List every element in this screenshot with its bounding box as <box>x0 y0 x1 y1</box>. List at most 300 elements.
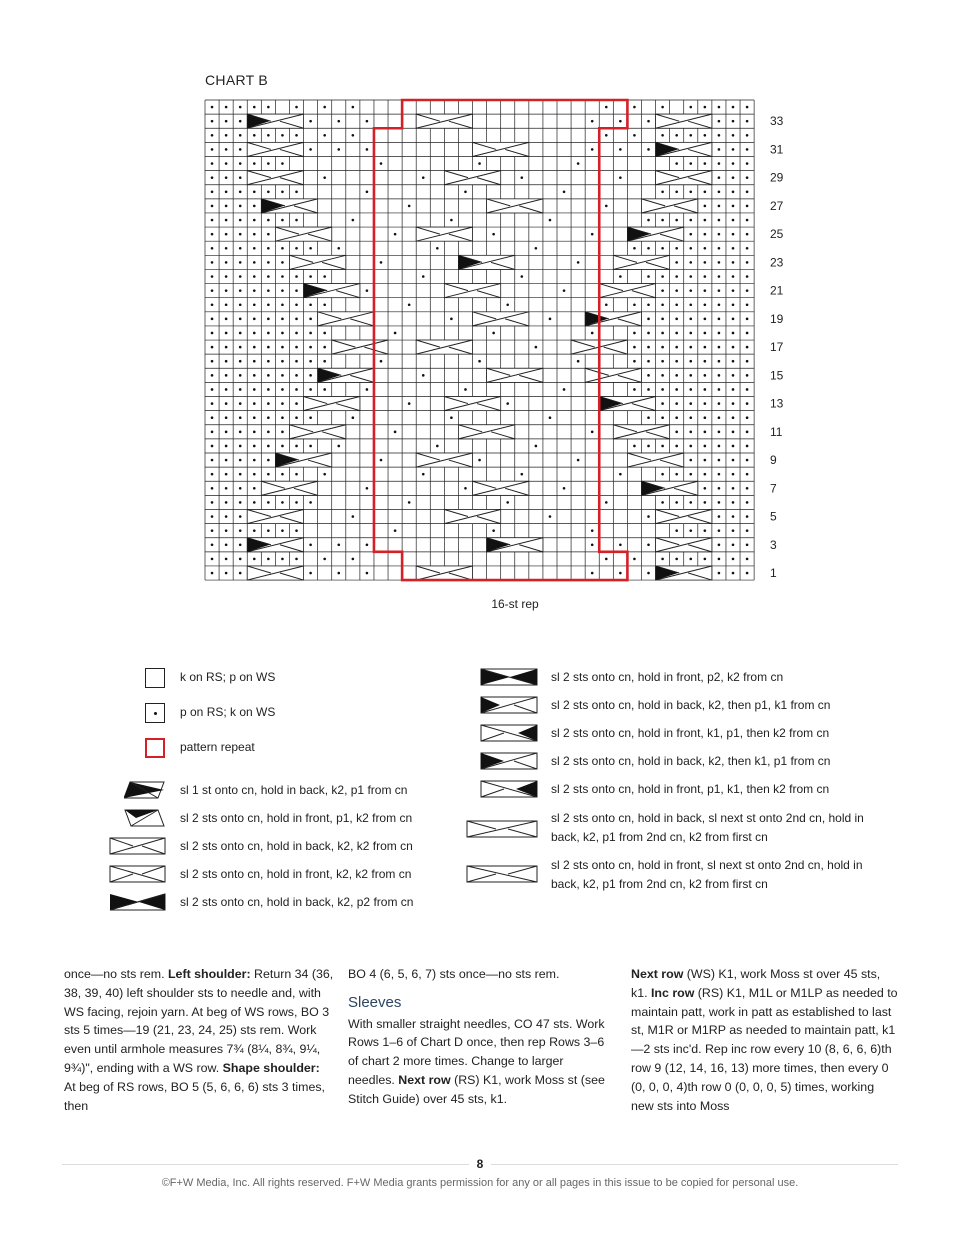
purl-dot <box>619 176 622 179</box>
purl-dot <box>746 289 749 292</box>
purl-dot <box>647 374 650 377</box>
purl-dot <box>605 501 608 504</box>
purl-dot <box>746 106 749 109</box>
purl-dot <box>619 572 622 575</box>
purl-dot <box>211 459 214 462</box>
purl-dot <box>464 190 467 193</box>
purl-dot <box>337 572 340 575</box>
purl-dot <box>732 402 735 405</box>
purl-dot <box>267 162 270 165</box>
purl-dot <box>732 501 735 504</box>
purl-dot <box>647 318 650 321</box>
purl-dot <box>746 543 749 546</box>
purl-dot <box>281 332 284 335</box>
purl-dot <box>661 402 664 405</box>
row-number: 27 <box>770 198 784 213</box>
purl-dot <box>253 487 256 490</box>
purl-dot <box>239 445 242 448</box>
purl-dot <box>704 134 707 137</box>
cable-5-right-k1-icon <box>480 752 538 770</box>
purl-dot <box>352 219 355 222</box>
purl-dot <box>689 529 692 532</box>
purl-dot <box>253 332 256 335</box>
purl-dot <box>718 289 721 292</box>
purl-dot <box>225 445 228 448</box>
purl-dot <box>718 459 721 462</box>
purl-dot <box>211 134 214 137</box>
purl-dot <box>704 289 707 292</box>
purl-dot <box>661 303 664 306</box>
purl-dot <box>239 558 242 561</box>
purl-dot <box>689 473 692 476</box>
purl-dot <box>436 247 439 250</box>
purl-dot <box>689 374 692 377</box>
purl-dot <box>281 346 284 349</box>
purl-dot <box>661 558 664 561</box>
purl-dot <box>535 247 538 250</box>
purl-dot <box>661 332 664 335</box>
purl-dot <box>746 445 749 448</box>
purl-dot <box>211 219 214 222</box>
purl-dot <box>323 134 326 137</box>
purl-dot <box>253 275 256 278</box>
purl-dot <box>281 289 284 292</box>
purl-dot <box>295 360 298 363</box>
purl-dot <box>211 261 214 264</box>
row-number: 9 <box>770 453 777 468</box>
legend-label: sl 2 sts onto cn, hold in back, k2, k2 from cn <box>180 839 413 853</box>
purl-dot <box>281 529 284 532</box>
purl-dot <box>239 261 242 264</box>
purl-dot <box>239 572 242 575</box>
purl-dot <box>619 473 622 476</box>
purl-dot <box>704 106 707 109</box>
purl-dot <box>239 346 242 349</box>
purl-dot <box>239 275 242 278</box>
purl-dot <box>225 134 228 137</box>
bold-run: Left shoulder: <box>167 967 251 981</box>
purl-dot <box>746 487 749 490</box>
purl-dot <box>619 275 622 278</box>
purl-dot <box>675 346 678 349</box>
text-column-2 <box>348 965 610 1109</box>
purl-dot <box>366 388 369 391</box>
purl-dot <box>605 205 608 208</box>
purl-dot <box>746 303 749 306</box>
purl-dot <box>281 275 284 278</box>
purl-dot <box>633 106 636 109</box>
cable-3-right-purl-icon <box>124 781 166 799</box>
purl-dot <box>394 332 397 335</box>
purl-dot <box>295 134 298 137</box>
purl-dot <box>211 233 214 236</box>
row-number: 15 <box>770 368 784 383</box>
purl-dot <box>239 374 242 377</box>
purl-dot <box>718 416 721 419</box>
purl-dot <box>732 572 735 575</box>
purl-dot <box>718 388 721 391</box>
cable-4-left-icon <box>109 865 166 883</box>
purl-dot <box>732 247 735 250</box>
purl-dot <box>295 445 298 448</box>
purl-dot <box>225 332 228 335</box>
purl-dot <box>450 416 453 419</box>
bold-run: Next row <box>631 967 684 981</box>
paragraph <box>631 965 899 1115</box>
purl-dot <box>718 487 721 490</box>
purl-dot <box>605 134 608 137</box>
purl-dot <box>239 219 242 222</box>
purl-dot <box>689 190 692 193</box>
purl-dot <box>689 459 692 462</box>
purl-dot <box>746 416 749 419</box>
purl-dot <box>675 318 678 321</box>
purl-dot <box>464 388 467 391</box>
purl-dot <box>225 205 228 208</box>
purl-dot <box>309 416 312 419</box>
purl-dot <box>211 473 214 476</box>
row-number: 17 <box>770 340 784 355</box>
purl-dot <box>267 416 270 419</box>
purl-dot <box>647 148 650 151</box>
purl-dot <box>746 233 749 236</box>
paragraph <box>64 965 334 1115</box>
purl-dot <box>732 529 735 532</box>
purl-dot <box>563 487 566 490</box>
purl-dot <box>661 318 664 321</box>
purl-dot <box>211 487 214 490</box>
purl-dot <box>563 190 566 193</box>
purl-dot <box>309 346 312 349</box>
purl-dot <box>675 431 678 434</box>
purl-dot <box>211 445 214 448</box>
text-run: once—no sts rem. <box>64 967 168 981</box>
purl-dot <box>746 219 749 222</box>
purl-dot <box>225 120 228 123</box>
purl-dot <box>506 303 509 306</box>
purl-dot <box>704 473 707 476</box>
purl-dot <box>689 332 692 335</box>
purl-dot <box>337 247 340 250</box>
purl-dot <box>267 275 270 278</box>
purl-dot <box>366 148 369 151</box>
purl-dot <box>309 275 312 278</box>
purl-dot <box>380 162 383 165</box>
purl-dot <box>239 176 242 179</box>
purl-dot <box>281 162 284 165</box>
purl-dot <box>549 318 552 321</box>
purl-dot <box>647 360 650 363</box>
purl-dot <box>718 473 721 476</box>
purl-dot <box>718 162 721 165</box>
purl-dot <box>225 473 228 476</box>
purl-dot <box>704 360 707 363</box>
purl-dot <box>704 402 707 405</box>
purl-dot <box>239 289 242 292</box>
purl-dot <box>732 261 735 264</box>
purl-dot <box>689 431 692 434</box>
purl-dot <box>689 346 692 349</box>
purl-dot <box>239 332 242 335</box>
purl-dot <box>732 374 735 377</box>
purl-dot <box>746 190 749 193</box>
purl-dot <box>732 190 735 193</box>
row-number: 3 <box>770 537 777 552</box>
purl-dot <box>211 388 214 391</box>
purl-dot <box>239 501 242 504</box>
purl-dot <box>647 303 650 306</box>
section-heading-sleeves: Sleeves <box>348 993 402 1011</box>
purl-dot <box>253 289 256 292</box>
purl-dot <box>211 402 214 405</box>
purl-dot <box>380 261 383 264</box>
purl-dot <box>704 459 707 462</box>
purl-dot <box>281 445 284 448</box>
purl-dot <box>211 501 214 504</box>
purl-dot <box>633 445 636 448</box>
purl-dot <box>661 346 664 349</box>
purl-dot <box>309 360 312 363</box>
purl-dot <box>661 275 664 278</box>
page-number <box>0 1157 960 1171</box>
purl-dot <box>295 303 298 306</box>
purl-dot <box>704 374 707 377</box>
purl-dot <box>605 303 608 306</box>
purl-dot <box>661 190 664 193</box>
purl-dot <box>675 247 678 250</box>
purl-dot <box>253 431 256 434</box>
purl-dot <box>591 543 594 546</box>
purl-dot <box>323 388 326 391</box>
purl-dot <box>239 303 242 306</box>
purl-dot <box>718 219 721 222</box>
purl-dot <box>239 529 242 532</box>
purl-dot <box>718 247 721 250</box>
purl-dot <box>746 318 749 321</box>
purl-dot <box>675 303 678 306</box>
purl-dot <box>239 190 242 193</box>
purl-dot <box>225 529 228 532</box>
purl-dot <box>323 275 326 278</box>
cable-5-left-2cn-icon <box>466 865 538 883</box>
purl-dot <box>267 289 270 292</box>
purl-dot <box>675 473 678 476</box>
purl-dot <box>394 233 397 236</box>
purl-dot <box>211 303 214 306</box>
cable-4-right-icon <box>109 837 166 855</box>
purl-dot <box>689 402 692 405</box>
purl-dot <box>746 162 749 165</box>
purl-dot <box>689 416 692 419</box>
purl-dot <box>704 346 707 349</box>
purl-dot <box>281 402 284 405</box>
purl-dot <box>492 233 495 236</box>
purl-dot <box>253 473 256 476</box>
purl-dot <box>211 543 214 546</box>
purl-dot <box>253 346 256 349</box>
purl-dot <box>267 431 270 434</box>
purl-dot <box>732 459 735 462</box>
purl-dot <box>225 431 228 434</box>
purl-dot <box>704 205 707 208</box>
purl-dot <box>732 233 735 236</box>
purl-dot <box>253 261 256 264</box>
purl-dot <box>239 360 242 363</box>
purl-dot <box>704 190 707 193</box>
purl-dot <box>718 148 721 151</box>
purl-dot <box>591 431 594 434</box>
purl-dot <box>718 543 721 546</box>
purl-dot <box>281 219 284 222</box>
purl-dot <box>211 515 214 518</box>
purl-dot <box>732 346 735 349</box>
purl-dot <box>675 416 678 419</box>
purl-dot <box>295 416 298 419</box>
purl-dot <box>225 148 228 151</box>
purl-dot <box>239 402 242 405</box>
purl-dot <box>295 388 298 391</box>
purl-dot <box>633 346 636 349</box>
purl-dot <box>732 303 735 306</box>
purl-dot <box>732 134 735 137</box>
text-run: (RS) K1, M1L or M1LP as needed to maintain patt, work in patt as established to last st, M1R or M1RP as needed to maintain patt, k1—2 sts inc'd. Rep inc row every 10 (8, 6, 6, 6)th row 9 (12, 14, 16, 13) more times, then every 0 (0, 0, 0, 4)th row 0 (0, 0, 0, 5) times, working new sts into Moss <box>631 985 898 1113</box>
purl-dot <box>211 332 214 335</box>
purl-dot <box>464 487 467 490</box>
purl-dot <box>746 148 749 151</box>
purl-dot <box>408 501 411 504</box>
purl-dot <box>239 162 242 165</box>
purl-dot <box>732 106 735 109</box>
purl-dot <box>746 275 749 278</box>
row-number: 21 <box>770 283 784 298</box>
purl-dot <box>577 459 580 462</box>
paragraph: BO 4 (6, 5, 6, 7) sts once—no sts rem. <box>348 967 560 981</box>
cable-5-left-k1-icon <box>480 780 538 798</box>
purl-dot <box>732 318 735 321</box>
purl-dot <box>225 558 228 561</box>
purl-dot <box>281 360 284 363</box>
purl-dot <box>718 275 721 278</box>
purl-dot <box>267 388 270 391</box>
purl-dot <box>647 219 650 222</box>
purl-dot <box>309 388 312 391</box>
purl-dot <box>267 106 270 109</box>
purl-dot <box>675 162 678 165</box>
purl-dot <box>352 515 355 518</box>
purl-dot <box>436 445 439 448</box>
purl-dot <box>563 289 566 292</box>
purl-dot <box>295 473 298 476</box>
text-run: At beg of RS rows, BO 5 (5, 6, 6, 6) sts 3 times, then <box>64 1079 325 1113</box>
purl-dot <box>732 275 735 278</box>
purl-dot <box>647 275 650 278</box>
purl-dot <box>337 445 340 448</box>
purl-dot <box>689 106 692 109</box>
legend-label: sl 2 sts onto cn, hold in front, k1, p1, then k2 from cn <box>551 726 830 740</box>
purl-dot <box>647 332 650 335</box>
purl-dot <box>267 529 270 532</box>
purl-dot <box>704 487 707 490</box>
purl-dot <box>746 374 749 377</box>
purl-dot <box>732 473 735 476</box>
purl-dot <box>718 233 721 236</box>
purl-dot <box>408 303 411 306</box>
purl-dot <box>253 529 256 532</box>
purl-dot <box>309 148 312 151</box>
purl-dot <box>718 529 721 532</box>
purl-dot <box>309 120 312 123</box>
purl-dot <box>647 346 650 349</box>
purl-dot <box>211 289 214 292</box>
purl-dot <box>718 120 721 123</box>
purl-dot <box>253 303 256 306</box>
purl-dot <box>267 233 270 236</box>
purl-dot <box>577 360 580 363</box>
purl-dot <box>704 388 707 391</box>
row-number: 11 <box>770 424 783 439</box>
purl-dot <box>746 120 749 123</box>
purl-dot <box>422 275 425 278</box>
purl-dot <box>521 275 524 278</box>
purl-dot <box>675 558 678 561</box>
purl-dot <box>718 134 721 137</box>
purl-dot <box>704 431 707 434</box>
purl-dot <box>647 416 650 419</box>
purl-dot <box>675 134 678 137</box>
purl-dot <box>591 332 594 335</box>
purl-dot <box>478 360 481 363</box>
purl-dot <box>211 346 214 349</box>
text-column-1 <box>64 965 334 1115</box>
purl-dot <box>689 289 692 292</box>
bold-run: Next row <box>398 1072 451 1087</box>
purl-dot <box>746 332 749 335</box>
purl-dot <box>746 459 749 462</box>
purl-dot <box>295 346 298 349</box>
purl-dot <box>718 431 721 434</box>
purl-dot <box>352 558 355 561</box>
purl-dot <box>718 558 721 561</box>
purl-dot <box>675 374 678 377</box>
purl-dot <box>337 120 340 123</box>
purl-dot <box>647 247 650 250</box>
purl-dot <box>380 360 383 363</box>
purl-dot <box>309 247 312 250</box>
legend-line: sl 2 sts onto cn, hold in back, sl next st onto 2nd cn, hold in back, k2, p1 from 2nd cn, k2 from first cn <box>551 811 864 844</box>
purl-dot <box>281 388 284 391</box>
purl-dot <box>704 162 707 165</box>
purl-dot <box>295 374 298 377</box>
purl-dot <box>281 134 284 137</box>
purl-dot <box>718 332 721 335</box>
purl-dot <box>746 501 749 504</box>
purl-dot <box>675 529 678 532</box>
purl-dot <box>661 445 664 448</box>
purl-dot <box>478 459 481 462</box>
purl-dot <box>732 515 735 518</box>
legend-label: sl 1 st onto cn, hold in back, k2, p1 from cn <box>180 783 408 797</box>
purl-dot <box>718 515 721 518</box>
purl-dot <box>732 360 735 363</box>
purl-dot <box>746 346 749 349</box>
purl-dot <box>225 275 228 278</box>
purl-dot <box>591 120 594 123</box>
purl-dot <box>549 515 552 518</box>
legend-line: sl 2 sts onto cn, hold in front, sl next st onto 2nd cn, hold in back, k2, p1 from 2nd cn, k2 from first cn <box>551 858 863 891</box>
purl-dot <box>605 106 608 109</box>
purl-dot <box>661 374 664 377</box>
purl-dot <box>323 473 326 476</box>
